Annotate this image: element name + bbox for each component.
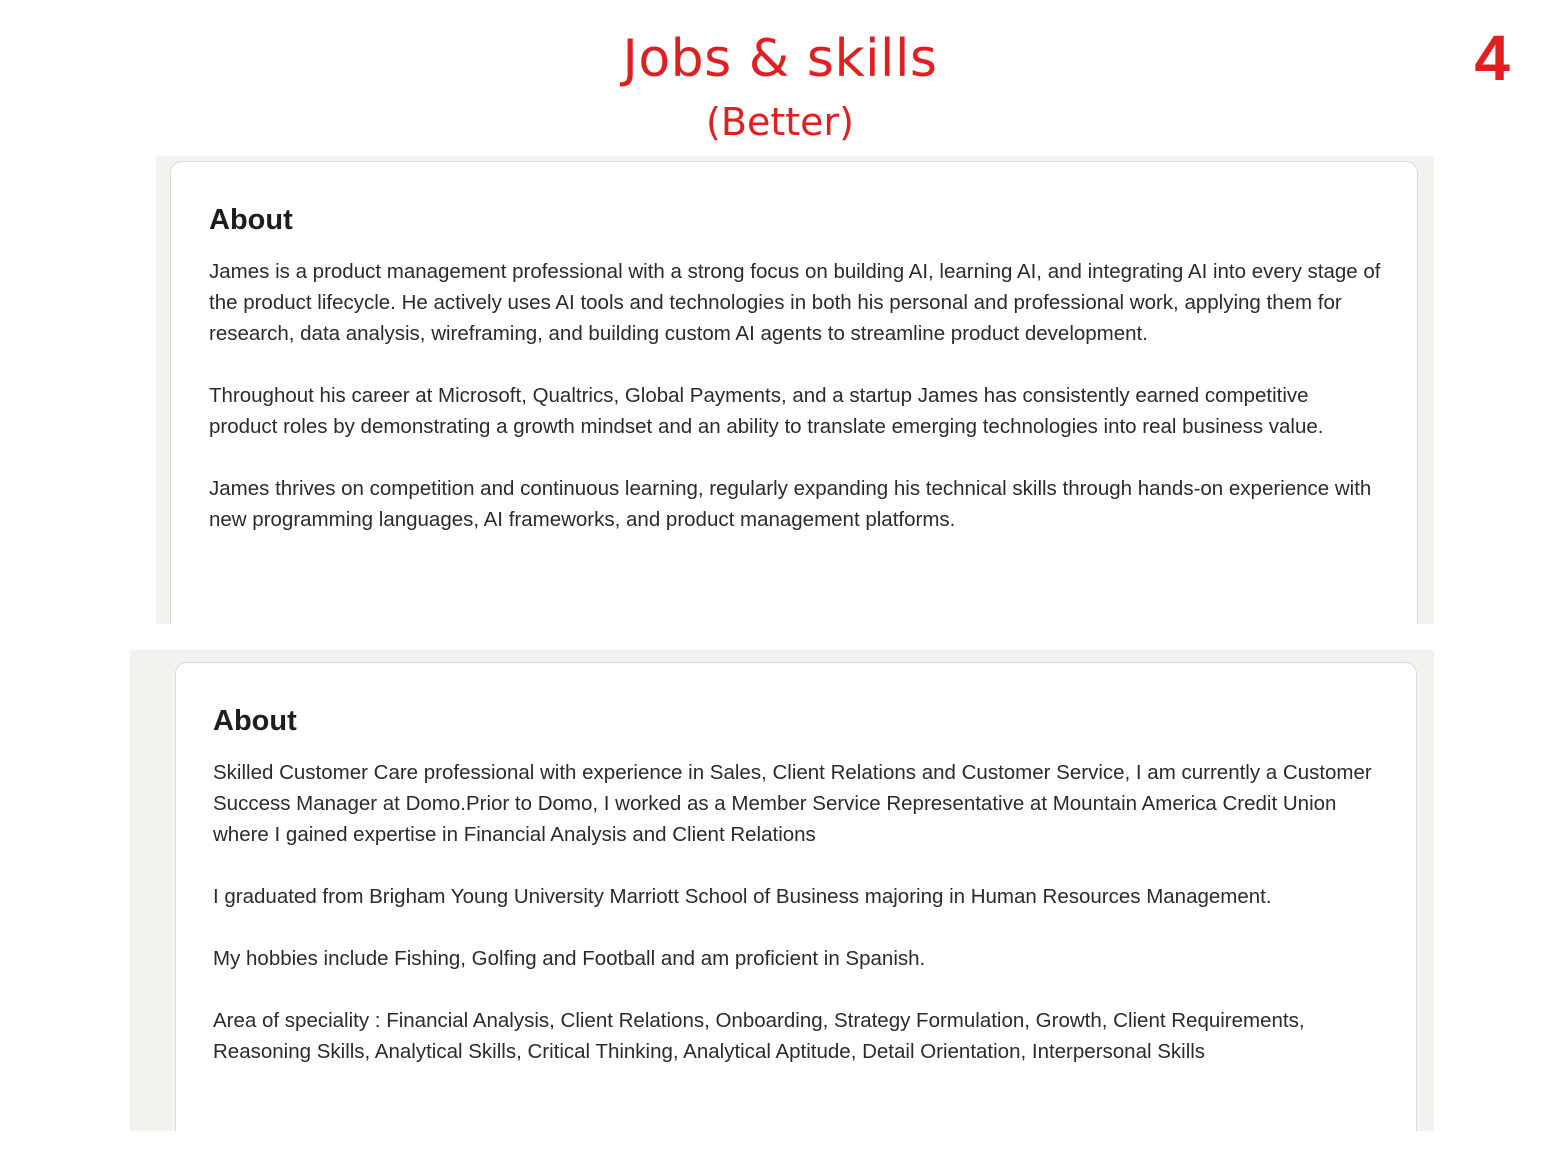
slide-subtitle: (Better) (706, 100, 854, 144)
profile-screenshot-james (156, 156, 1434, 624)
about-paragraph: Skilled Customer Care professional with experience in Sales, Client Relations and Customer Service, I am currently a Customer Success Manager at Domo.Prior to Domo, I worked as a Member Service Representative at Mountain America Credit Union where I gained expertise in Financial Analysis and Client Relations (213, 761, 1372, 846)
about-paragraph: James is a product management professional with a strong focus on building AI, learning AI, and integrating AI into every stage of the product lifecycle. He actively uses AI tools and technologies in both his personal and professional work, applying them for research, data analysis, wireframing, and building custom AI agents to streamline product development. (209, 260, 1381, 345)
about-paragraph: Area of speciality : Financial Analysis, Client Relations, Onboarding, Strategy Formulation, Growth, Client Requirements, Reasoning Skills, Analytical Skills, Critical Thinking, Analytical Aptitude, Detail Orientation, Interpersonal Skills (213, 1009, 1305, 1063)
slide-title: Jobs & skills (622, 29, 938, 89)
about-heading: About (213, 705, 297, 737)
slide-number: 4 (1474, 22, 1510, 94)
about-heading: About (209, 204, 293, 236)
about-card (175, 662, 1417, 1131)
about-paragraph: My hobbies include Fishing, Golfing and Football and am proficient in Spanish. (213, 947, 926, 970)
about-paragraph: I graduated from Brigham Young University Marriott School of Business majoring in Human Resources Management. (213, 885, 1272, 908)
about-paragraph: Throughout his career at Microsoft, Qualtrics, Global Payments, and a startup James has consistently earned competitive product roles by demonstrating a growth mindset and an ability to translate emerging technologies into real business value. (209, 384, 1324, 438)
profile-screenshot-customer-care (130, 650, 1434, 1131)
about-card (170, 161, 1418, 624)
about-paragraph: James thrives on competition and continuous learning, regularly expanding his technical skills through hands-on experience with new programming languages, AI frameworks, and product management platforms. (209, 477, 1372, 531)
